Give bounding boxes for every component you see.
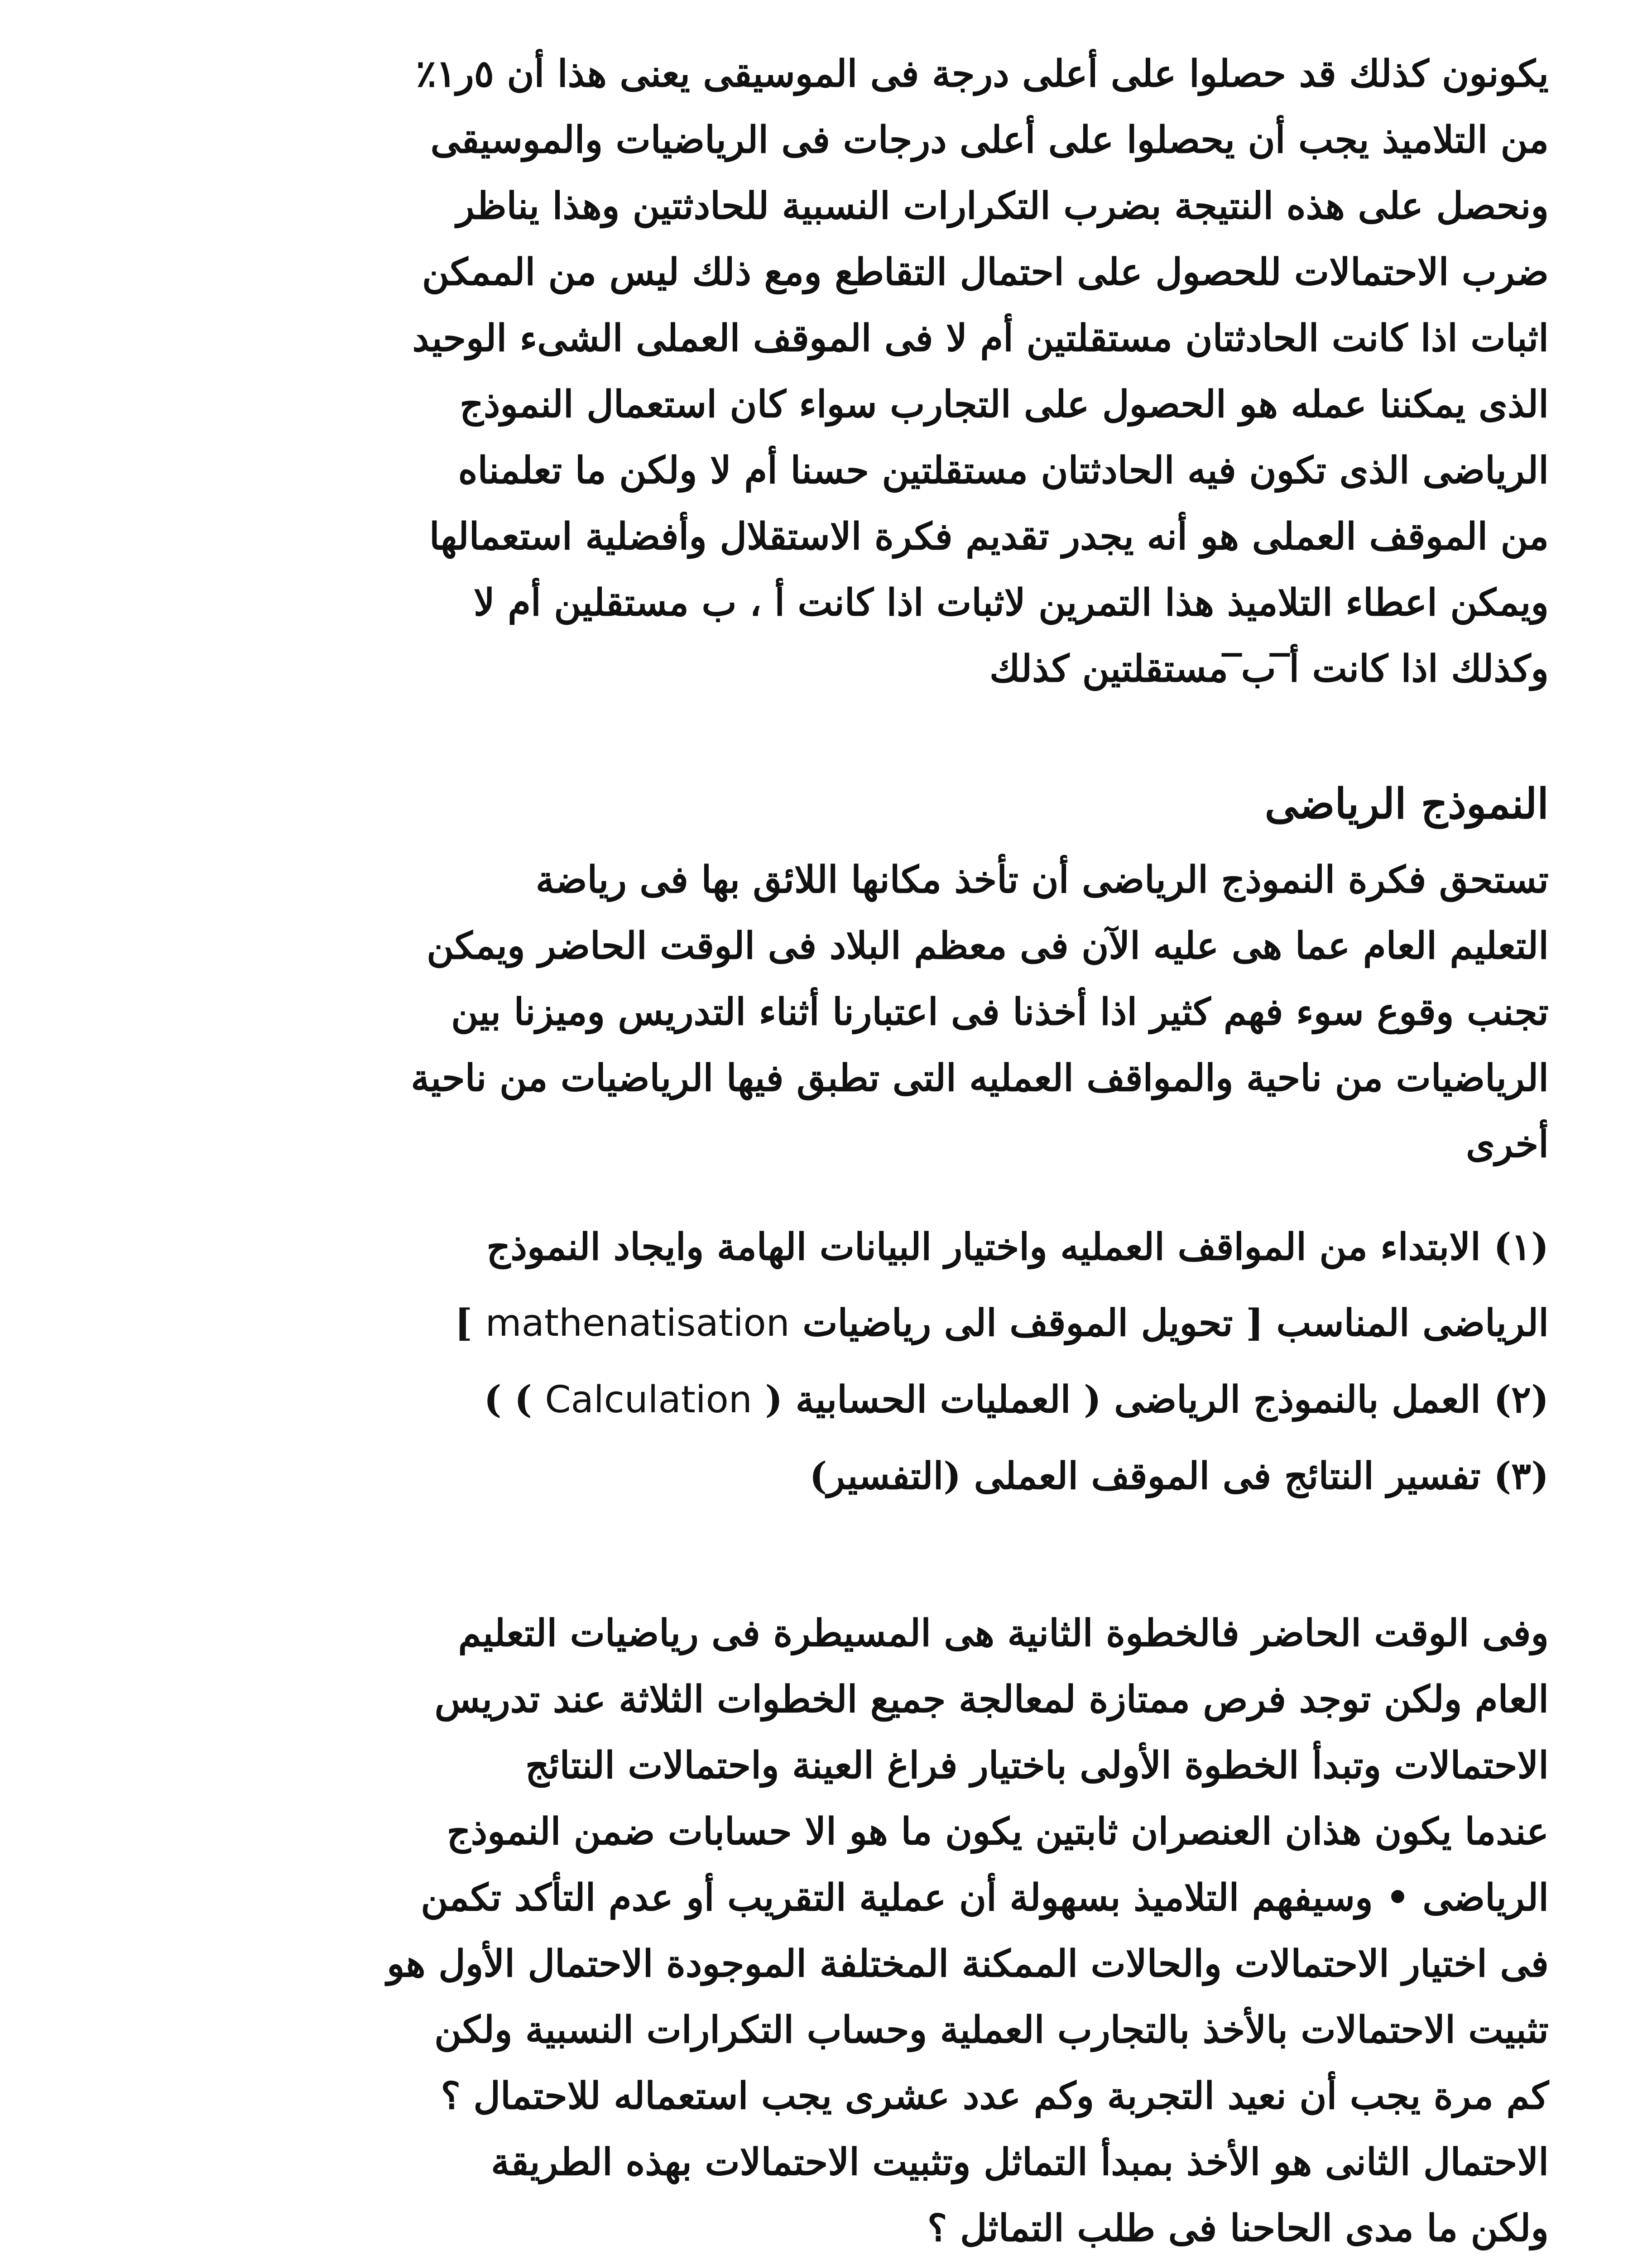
list-item-1-term: mathenatisation — [485, 1302, 790, 1345]
text-line: عندما يكون هذان العنصران ثابتين يكون ما هو الا حسابات ضمن النموذج — [447, 1810, 1549, 1853]
section-heading: النموذج الرياضى — [1264, 779, 1549, 828]
list-item-1-line-2 — [104, 1285, 1549, 1362]
text-line: الاحتمال الثانى هو الأخذ بمبدأ التماثل وتثبيت الاحتمالات بهذه الطريقة — [491, 2140, 1549, 2184]
text-line: العام ولكن توجد فرص ممتازة لمعالجة جميع الخطوات الثلاثة عند تدريس — [434, 1678, 1549, 1721]
numbered-list — [104, 1209, 1549, 1514]
text-line: ونحصل على هذه النتيجة بضرب التكرارات النسبية للحادثتين وهذا يناظر — [456, 184, 1549, 228]
paragraph-2 — [104, 847, 1549, 1177]
text-line: تثبيت الاحتمالات بالأخذ بالتجارب العملية وحساب التكرارات النسبية ولكن — [434, 2008, 1549, 2052]
list-item-1-arabic: الرياضى المناسب [ تحويل الموقف الى رياضيات — [802, 1301, 1549, 1345]
text-line: يكونون كذلك قد حصلوا على أعلى درجة فى الموسيقى يعنى هذا أن ٥ر١٪ — [416, 52, 1549, 96]
list-item-2-term: Calculation — [545, 1378, 752, 1421]
paragraph-1 — [104, 41, 1549, 702]
text-line: ضرب الاحتمالات للحصول على احتمال التقاطع ومع ذلك ليس من الممكن — [422, 250, 1549, 294]
text-line: تستحق فكرة النموذج الرياضى أن تأخذ مكانها اللائق بها فى رياضة — [535, 858, 1549, 902]
text-line: الرياضيات من ناحية والمواقف العمليه التى تطبق فيها الرياضيات من ناحية — [411, 1056, 1549, 1100]
text-line: من التلاميذ يجب أن يحصلوا على أعلى درجات فى الرياضيات والموسيقى — [430, 118, 1549, 162]
text-line: وفى الوقت الحاضر فالخطوة الثانية هى المسيطرة فى رياضيات التعليم — [458, 1612, 1549, 1655]
paragraph-3 — [104, 1600, 1549, 2261]
list-item-2 — [104, 1362, 1549, 1438]
text-line: التعليم العام عما هى عليه الآن فى معظم البلاد فى الوقت الحاضر ويمكن — [427, 924, 1549, 968]
list-item-2-arabic: (٢) العمل بالنموذج الرياضى ( العمليات الحسابية ( — [765, 1378, 1549, 1421]
text-line: الاحتمالات وتبدأ الخطوة الأولى باختيار فراغ العينة واحتمالات النتائج — [525, 1744, 1549, 1787]
text-line: وكذلك اذا كانت أ̅ ب̅ مستقلتين كذلك — [989, 647, 1549, 691]
list-item-1-bracket: ] — [455, 1301, 473, 1345]
list-item-3: (٣) تفسير النتائج فى الموقف العملى (التفسير) — [809, 1454, 1549, 1498]
text-line: كم مرة يجب أن نعيد التجربة وكم عدد عشرى يجب استعماله للاحتمال ؟ — [441, 2074, 1549, 2118]
list-item-2-bracket: ) ) — [484, 1378, 532, 1421]
text-line: أخرى — [1466, 1122, 1549, 1166]
text-line: الرياضى • وسيفهم التلاميذ بسهولة أن عملية التقريب أو عدم التأكد تكمن — [421, 1876, 1549, 1919]
text-line: ولكن ما مدى الحاحنا فى طلب التماثل ؟ — [927, 2206, 1549, 2250]
text-line: اثبات اذا كانت الحادثتان مستقلتين أم لا فى الموقف العملى الشىء الوحيد — [412, 317, 1549, 360]
text-line: تجنب وقوع سوء فهم كثير اذا أخذنا فى اعتبارنا أثناء التدريس وميزنا بين — [451, 990, 1549, 1034]
text-line: الرياضى الذى تكون فيه الحادثتان مستقلتين حسنا أم لا ولكن ما تعلمناه — [458, 449, 1549, 492]
list-item-1-line-1: (١) الابتداء من المواقف العمليه واختيار البيانات الهامة وايجاد النموذج — [486, 1225, 1549, 1269]
text-line: من الموقف العملى هو أنه يجدر تقديم فكرة الاستقلال وأفضلية استعمالها — [429, 515, 1549, 558]
text-line: فى اختيار الاحتمالات والحالات الممكنة المختلفة الموجودة الاحتمال الأول هو — [387, 1942, 1549, 1986]
text-line: ويمكن اعطاء التلاميذ هذا التمرين لاثبات اذا كانت أ ، ب مستقلين أم لا — [473, 581, 1549, 624]
text-line: الذى يمكننا عمله هو الحصول على التجارب سواء كان استعمال النموذج — [459, 383, 1549, 426]
page-content — [104, 41, 1549, 2264]
